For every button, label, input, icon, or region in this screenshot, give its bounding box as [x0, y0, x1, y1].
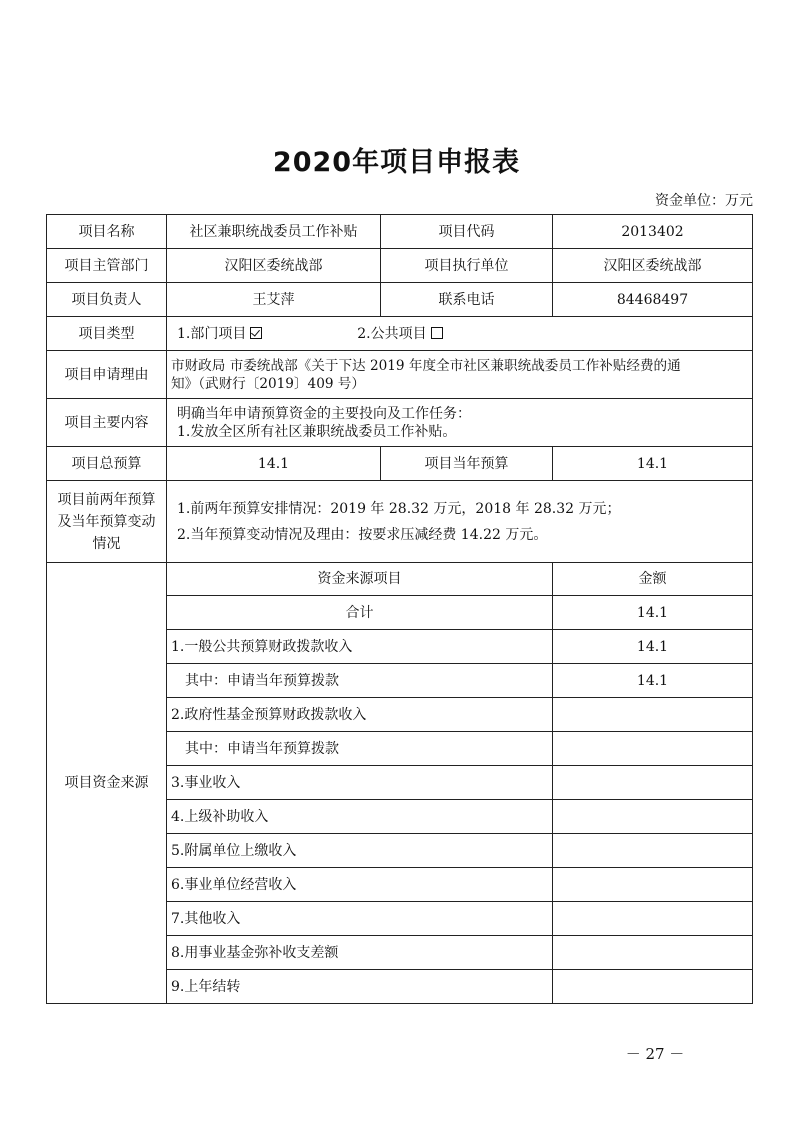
funding-item: 2.政府性基金预算财政拨款收入: [167, 698, 553, 732]
total-budget-value: 14.1: [167, 447, 381, 481]
exec-unit-value: 汉阳区委统战部: [553, 249, 753, 283]
funding-item: 5.附属单位上缴收入: [167, 834, 553, 868]
page-number: － 27 －: [625, 1045, 685, 1063]
table-row: [47, 563, 753, 596]
table-row: [47, 215, 753, 249]
funding-item: 合计: [167, 596, 553, 630]
funding-amount: [553, 970, 753, 1004]
project-name-value: 社区兼职统战委员工作补贴: [167, 215, 381, 249]
budget-change-line-1: 1.前两年预算安排情况：2019 年 28.32 万元，2018 年 28.32 万元；: [177, 500, 621, 517]
unchecked-box-icon[interactable]: [431, 327, 443, 339]
funding-item: 其中：申请当年预算拨款: [167, 732, 553, 766]
table-row: [47, 481, 753, 563]
funding-amount: [553, 834, 753, 868]
budget-change-text: [167, 481, 753, 563]
content-line-2: 1.发放全区所有社区兼职统战委员工作补贴。: [177, 423, 457, 440]
content-label: 项目主要内容: [47, 399, 167, 447]
funding-item: 6.事业单位经营收入: [167, 868, 553, 902]
dept-value: 汉阳区委统战部: [167, 249, 381, 283]
table-row: [47, 249, 753, 283]
funding-item: 7.其他收入: [167, 902, 553, 936]
table-row: [47, 283, 753, 317]
checked-box-icon[interactable]: [250, 327, 262, 339]
dept-label: 项目主管部门: [47, 249, 167, 283]
table-row: [47, 351, 753, 399]
funding-item: 9.上年结转: [167, 970, 553, 1004]
funding-source-label: 项目资金来源: [47, 563, 167, 1004]
funding-amount: [553, 902, 753, 936]
current-budget-value: 14.1: [553, 447, 753, 481]
funding-amount: [553, 766, 753, 800]
table-row: [47, 317, 753, 351]
option-dept-project: 1.部门项目: [177, 325, 247, 342]
funding-amount: [553, 868, 753, 902]
project-type-label: 项目类型: [47, 317, 167, 351]
funding-amount: [553, 936, 753, 970]
funding-amount: 14.1: [553, 664, 753, 698]
project-application-table: [46, 214, 753, 1004]
reason-label: 项目申请理由: [47, 351, 167, 399]
option-public-project: 2.公共项目: [357, 325, 427, 342]
content-text: [167, 399, 753, 447]
project-name-label: 项目名称: [47, 215, 167, 249]
project-code-label: 项目代码: [381, 215, 553, 249]
budget-change-label: [47, 481, 167, 563]
project-code-value: 2013402: [553, 215, 753, 249]
funding-item: 3.事业收入: [167, 766, 553, 800]
reason-line-1: 市财政局 市委统战部《关于下达 2019 年度全市社区兼职统战委员工作补贴经费的通: [171, 357, 681, 374]
budget-change-label-1: 项目前两年预算: [57, 491, 156, 508]
current-budget-label: 项目当年预算: [381, 447, 553, 481]
reason-text: [167, 351, 753, 399]
table-row: [47, 447, 753, 481]
budget-change-label-3: 情况: [92, 535, 121, 552]
exec-unit-label: 项目执行单位: [381, 249, 553, 283]
funding-amount: [553, 698, 753, 732]
table-row: [47, 399, 753, 447]
funding-item: 1.一般公共预算财政拨款收入: [167, 630, 553, 664]
currency-unit: 资金单位：万元: [655, 193, 753, 209]
content-line-1: 明确当年申请预算资金的主要投向及工作任务：: [177, 405, 471, 422]
budget-change-label-2: 及当年预算变动: [57, 513, 156, 530]
funding-amount: 14.1: [553, 596, 753, 630]
person-label: 项目负责人: [47, 283, 167, 317]
person-value: 王艾萍: [167, 283, 381, 317]
phone-value: 84468497: [553, 283, 753, 317]
total-budget-label: 项目总预算: [47, 447, 167, 481]
funding-item: 4.上级补助收入: [167, 800, 553, 834]
reason-line-2: 知》（武财行〔2019〕409 号）: [171, 375, 365, 392]
budget-change-line-2: 2.当年预算变动情况及理由：按要求压减经费 14.22 万元。: [177, 526, 548, 543]
funding-amount: [553, 800, 753, 834]
funding-item: 8.用事业基金弥补收支差额: [167, 936, 553, 970]
funding-amount: [553, 732, 753, 766]
page-title: 2020年项目申报表: [272, 147, 521, 178]
funding-item: 其中：申请当年预算拨款: [167, 664, 553, 698]
funding-amount: 14.1: [553, 630, 753, 664]
phone-label: 联系电话: [381, 283, 553, 317]
funding-amount-header: 金额: [553, 563, 753, 596]
funding-item-header: 资金来源项目: [167, 563, 553, 596]
project-type-options: [167, 317, 753, 351]
